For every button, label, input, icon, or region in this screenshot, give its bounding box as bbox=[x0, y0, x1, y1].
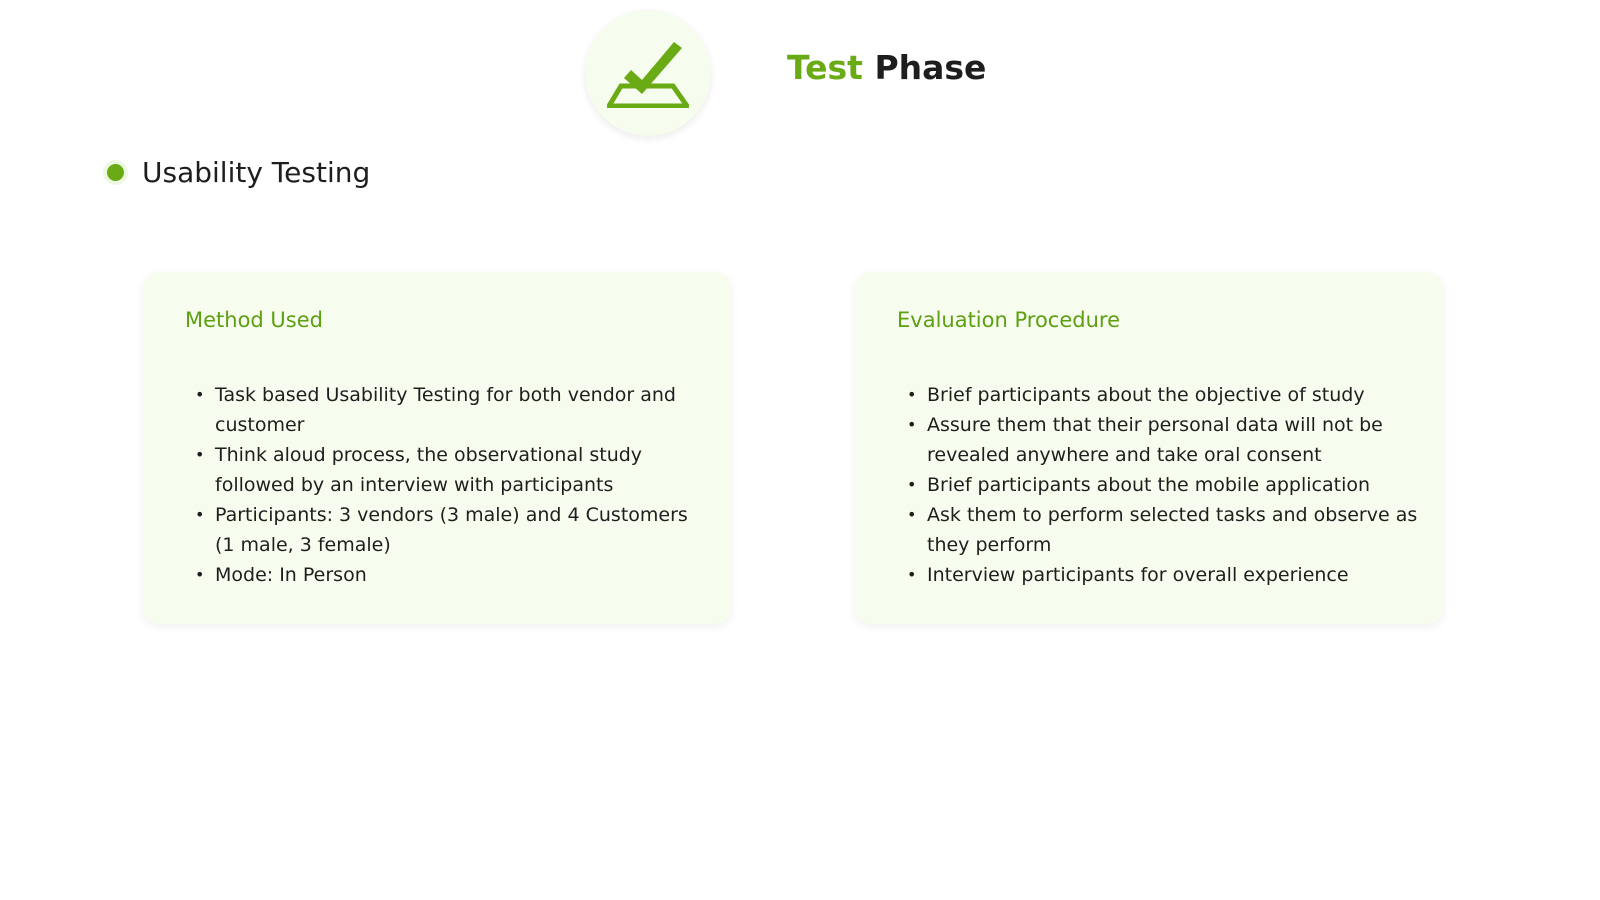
card-title: Evaluation Procedure bbox=[897, 308, 1120, 332]
evaluation-card bbox=[855, 272, 1443, 624]
card-title: Method Used bbox=[185, 308, 323, 332]
section-heading bbox=[107, 156, 370, 189]
list-item: • Interview participants for overall experience bbox=[927, 560, 1423, 590]
title-rest: Phase bbox=[874, 48, 987, 87]
card-list bbox=[185, 380, 711, 590]
logo-badge bbox=[585, 10, 711, 136]
method-card bbox=[143, 272, 731, 624]
list-item: • Task based Usability Testing for both vendor and customer bbox=[215, 380, 711, 440]
section-title: Usability Testing bbox=[142, 156, 371, 189]
card-list bbox=[897, 380, 1423, 590]
list-item: • Assure them that their personal data will not be revealed anywhere and take oral consent bbox=[927, 410, 1423, 470]
list-item: • Mode: In Person bbox=[215, 560, 711, 590]
list-item: • Participants: 3 vendors (3 male) and 4 Customers (1 male, 3 female) bbox=[215, 500, 711, 560]
title-accent: Test bbox=[787, 48, 863, 87]
page-title bbox=[787, 48, 986, 87]
list-item: • Think aloud process, the observational study followed by an interview with participants bbox=[215, 440, 711, 500]
list-item: • Brief participants about the mobile application bbox=[927, 470, 1423, 500]
list-item: • Brief participants about the objective of study bbox=[927, 380, 1423, 410]
checkmark-icon bbox=[607, 38, 689, 108]
bullet-dot-icon bbox=[107, 164, 124, 181]
list-item: • Ask them to perform selected tasks and observe as they perform bbox=[927, 500, 1423, 560]
